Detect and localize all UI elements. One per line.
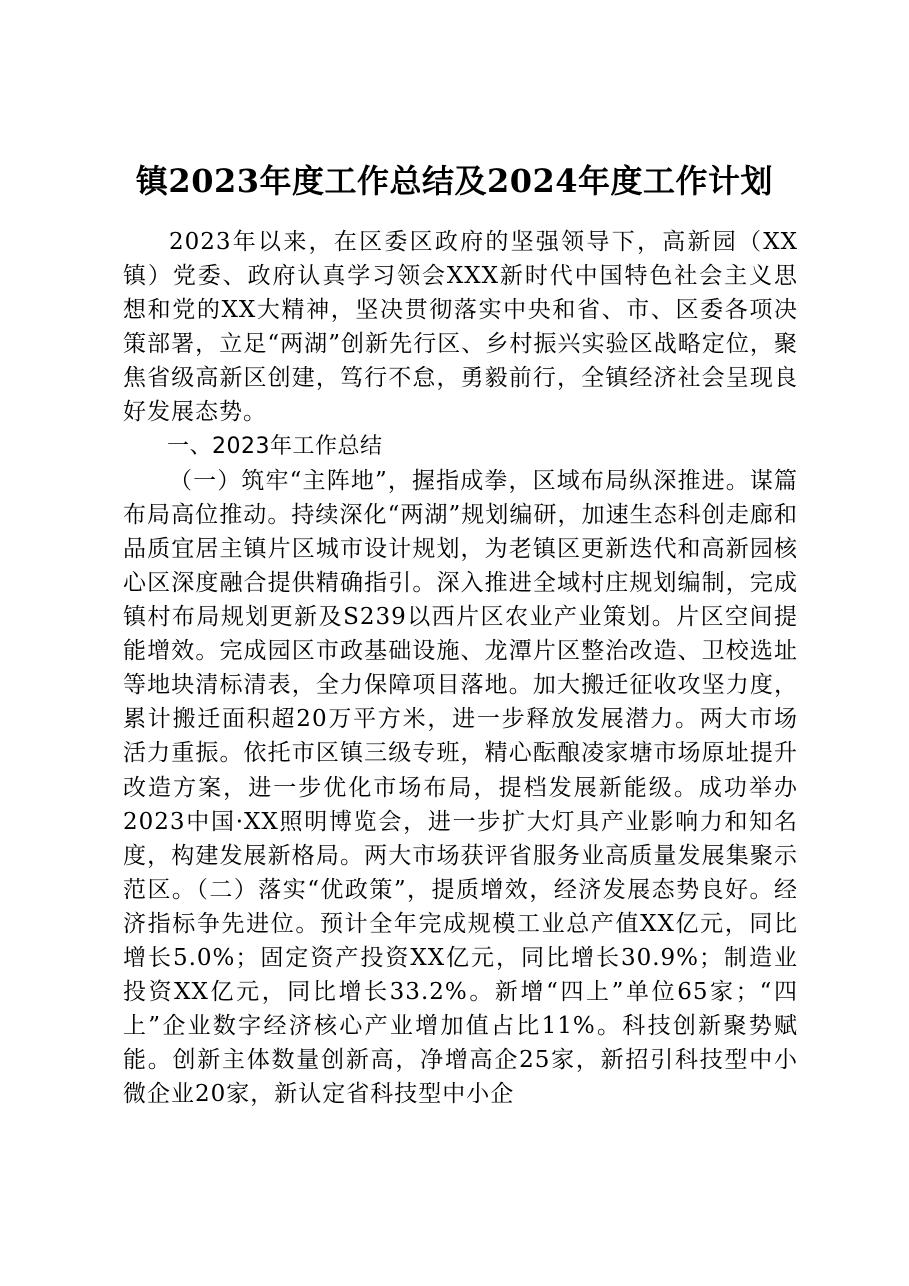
section-heading-work-summary: 一、2023年工作总结 [167,433,383,459]
document-title: 镇2023年度工作总结及2024年度工作计划 [135,162,774,200]
document-body [123,225,798,1111]
intro-paragraph: 2023年以来，在区委区政府的坚强领导下，高新园（XX镇）党委、政府认真学习领会XXX新时代中国特色社会主义思想和党的XX大精神，坚决贯彻落实中央和省、市、区委各项决策部署，立足“两湖”创新先行区、乡村振兴实验区战略定位，聚焦省级高新区创建，笃行不怠，勇毅前行，全镇经济社会呈现良好发展态势。 [123,229,798,426]
section-paragraph-work-summary: （一）筑牢“主阵地”，握指成拳，区域布局纵深推进。谋篇布局高位推动。持续深化“两湖”规划编研，加速生态科创走廊和品质宜居主镇片区城市设计规划，为老镇区更新迭代和高新园核心区深度融合提供精确指引。深入推进全域村庄规划编制，完成镇村布局规划更新及S239以西片区农业产业策划。片区空间提能增效。完成园区市政基础设施、龙潭片区整治改造、卫校选址等地块清标清表，全力保障项目落地。加大搬迁征收攻坚力度，累计搬迁面积超20万平方米，进一步释放发展潜力。两大市场活力重振。依托市区镇三级专班，精心酝酿凌家塘市场原址提升改造方案，进一步优化市场布局，提档发展新能级。成功举办2023中国·XX照明博览会，进一步扩大灯具产业影响力和知名度，构建发展新格局。两大市场获评省服务业高质量发展集聚示范区。（二）落实“优政策”，提质增效，经济发展态势良好。经济指标争先进位。预计全年完成规模工业总产值XX亿元，同比增长5.0%；固定资产投资XX亿元，同比增长30.9%；制造业投资XX亿元，同比增长33.2%。新增“四上”单位65家；“四上”企业数字经济核心产业增加值占比11%。科技创新聚势赋能。创新主体数量创新高，净增高企25家，新招引科技型中小微企业20家，新认定省科技型中小企 [123,467,798,1108]
